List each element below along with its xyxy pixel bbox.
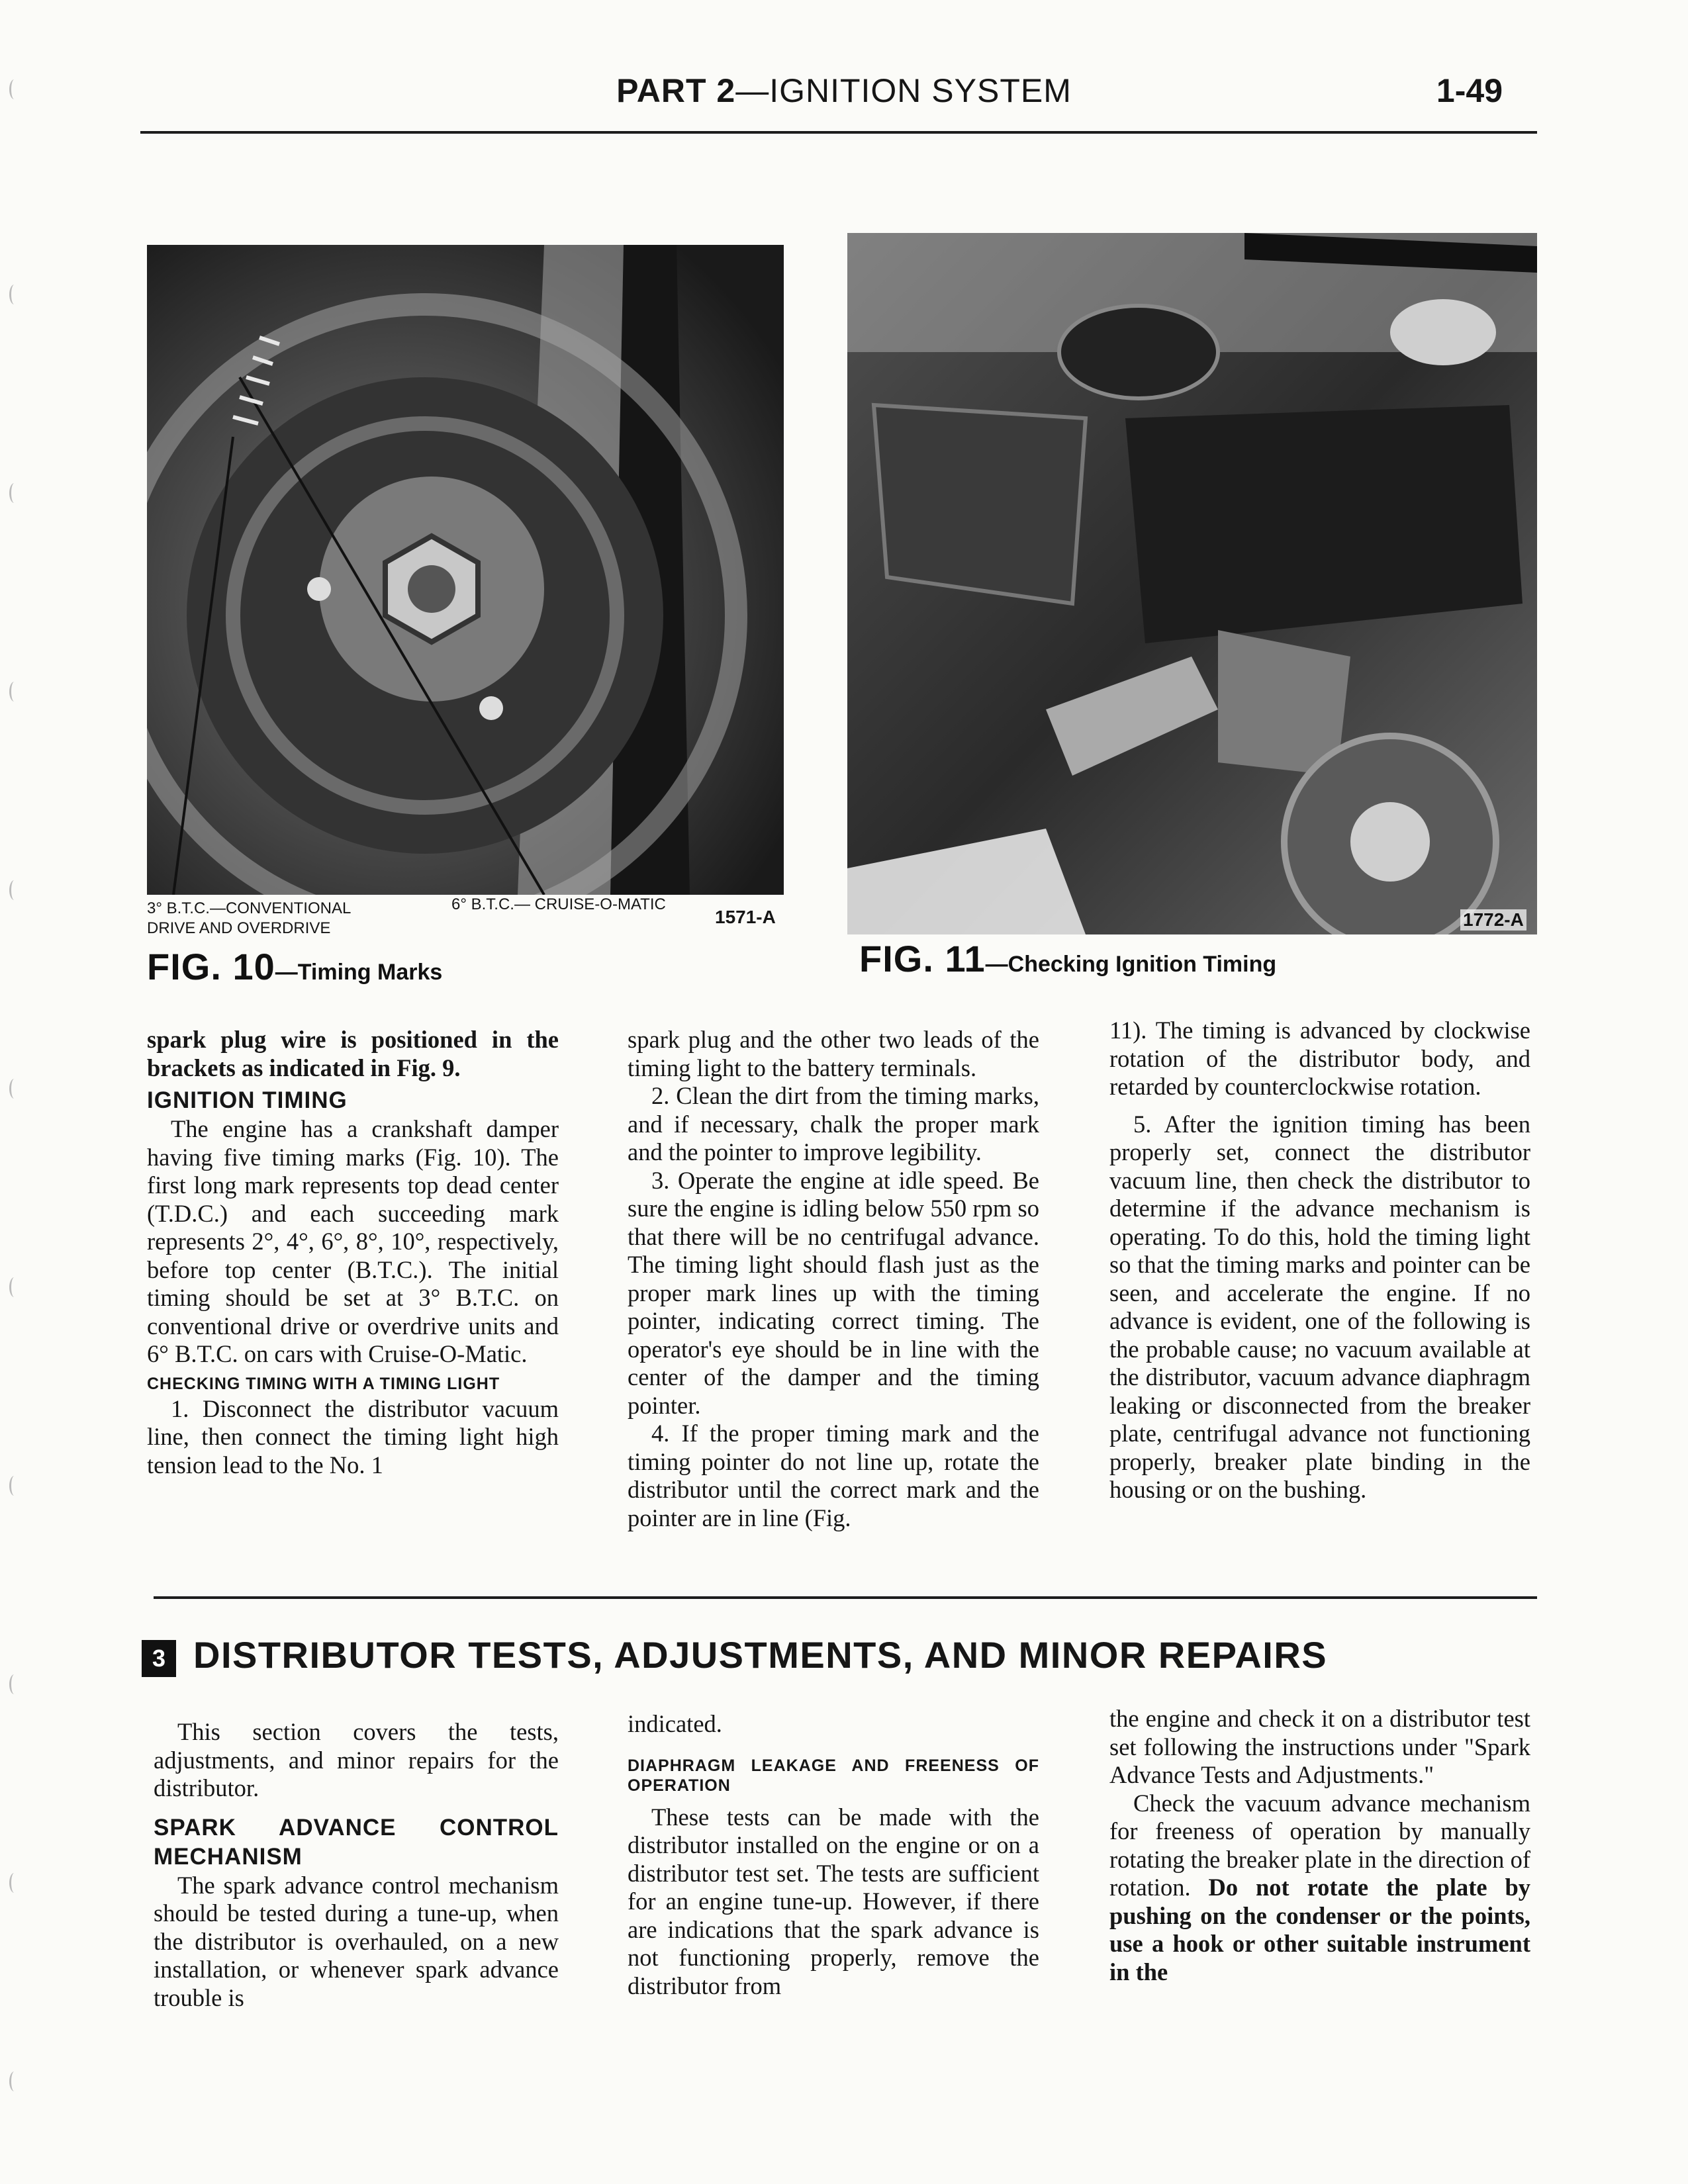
heading-checking-timing: CHECKING TIMING WITH A TIMING LIGHT [147,1374,500,1393]
lower-column-2 [628,1710,1039,2000]
fig11-label: FIG. 11 [859,938,986,979]
paragraph: The spark advance control mechanism should be tested during a tune-up, when the distributor is overhauled, on a new installation, or whenever spark advance trouble is [154,1871,559,2011]
fig10-photo [147,245,784,895]
paragraph: These tests can be made with the distributor installed on the engine or on a distributor test set. The tests are sufficient for an engine tune-up. However, if there are indications that the spark advance is not functioning properly, remove the distributor from [628,1803,1039,1999]
paragraph: 4. If the proper timing mark and the timing pointer do not line up, rotate the distributor until the correct mark and the pointer are in line (Fig. [628,1420,1039,1531]
heading-ignition-timing: IGNITION TIMING [147,1087,348,1113]
header-part: PART 2 [616,72,736,109]
page-number: 1-49 [1436,72,1503,109]
callout-line: 3° B.T.C.—CONVENTIONAL [147,899,352,917]
paragraph: 3. Operate the engine at idle speed. Be sure the engine is idling below 550 rpm so that there will be no centrifugal advance. The timing light should flash just as the proper mark lines up with the timing pointer, indicating correct timing. The operator's eye should be in line with the center of the damper and the timing pointer. [628,1166,1039,1419]
header-section: —IGNITION SYSTEM [735,72,1072,109]
paragraph: 5. After the ignition timing has been properly set, connect the distributor vacuum line, then check the distributor to determine if the advance mechanism is operating. To do this, hold the timing light so that the timing marks and pointer can be seen, and accelerate the engine. If no advance is evident, one of the following is the probable cause; no vacuum available at the distributor, vacuum advance diaphragm leaking or disconnected from the breaker plate, centrifugal advance not functioning properly, breaker plate binding in the housing or on the bushing. [1109,1110,1530,1503]
heading-spark-advance: SPARK ADVANCE CONTROL MECHANISM [154,1814,559,1870]
fig11-caption [859,937,1276,980]
paragraph: This section covers the tests, adjustments, and minor repairs for the distributor. [154,1718,559,1801]
section-title: DISTRIBUTOR TESTS, ADJUSTMENTS, AND MINOR REPAIRS [193,1634,1328,1676]
binder-mark [9,1873,19,1893]
fig11-photo [847,233,1537,934]
binder-mark [9,880,19,900]
section-number-badge: 3 [142,1640,176,1677]
fig10-callout-cruise-o-matic: 6° B.T.C.— CRUISE-O-MATIC [451,895,666,913]
header-rule [140,131,1537,134]
binder-mark [9,2071,19,2091]
fig10-label: FIG. 10 [147,946,275,987]
binder-mark [9,1476,19,1496]
paragraph [1109,1790,1530,1987]
fig11-caption-text: —Checking Ignition Timing [985,952,1277,977]
paragraph-text: Check the vacuum advance mechanism for freeness of operation by manually rotating the breaker plate in the direction of rotation. [1109,1789,1530,1901]
paragraph: spark plug and the other two leads of the timing light to the battery terminals. [628,1026,1039,1081]
running-header [0,71,1688,110]
paragraph: spark plug wire is positioned in the brackets as indicated in Fig. 9. [147,1026,559,1081]
binder-mark [9,285,19,304]
callout-line: DRIVE AND OVERDRIVE [147,919,331,937]
paragraph: 2. Clean the dirt from the timing marks, and if necessary, chalk the proper mark and the pointer to improve legibility. [628,1082,1039,1165]
paragraph: the engine and check it on a distributor test set following the instructions under "Spark Advance Tests and Adjustments." [1109,1705,1530,1788]
paragraph: indicated. [628,1710,722,1737]
paragraph: 1. Disconnect the distributor vacuum line, then connect the timing light high tension lead to the No. 1 [147,1394,559,1479]
lower-column-3 [1109,1705,1530,1986]
lower-column-1 [154,1718,559,2012]
binder-mark [9,1674,19,1694]
fig10-caption-text: —Timing Marks [275,960,443,985]
binder-mark [9,483,19,503]
fig10-callout-conventional [147,899,351,938]
upper-column-3 [1109,1017,1530,1504]
fig10-ref-number: 1571-A [715,907,776,927]
fig11-ref-number: 1772-A [1460,909,1526,931]
binder-mark [9,1277,19,1297]
paragraph-warning: Do not rotate the plate by pushing on the condenser or the points, use a hook or other suitable instrument in the [1109,1874,1530,1985]
fig10-caption [147,945,442,988]
binder-mark [9,1079,19,1099]
binder-mark [9,682,19,702]
upper-column-1 [147,1026,559,1479]
upper-column-2 [628,1026,1039,1532]
paragraph: The engine has a crankshaft damper having five timing marks (Fig. 10). The first long mark represents top dead center (T.D.C.) and each succeeding mark represents 2°, 4°, 6°, 8°, 10°, respectively, before top center (B.T.C.). The initial timing should be set at 3° B.T.C. on conventional drive or overdrive units and 6° B.T.C. on cars with Cruise-O-Matic. [147,1115,559,1367]
section-rule [154,1596,1537,1599]
heading-diaphragm-leakage: DIAPHRAGM LEAKAGE AND FREENESS OF OPERATION [628,1756,1039,1795]
paragraph: 11). The timing is advanced by clockwise rotation of the distributor body, and retarded by counterclockwise rotation. [1109,1017,1530,1100]
